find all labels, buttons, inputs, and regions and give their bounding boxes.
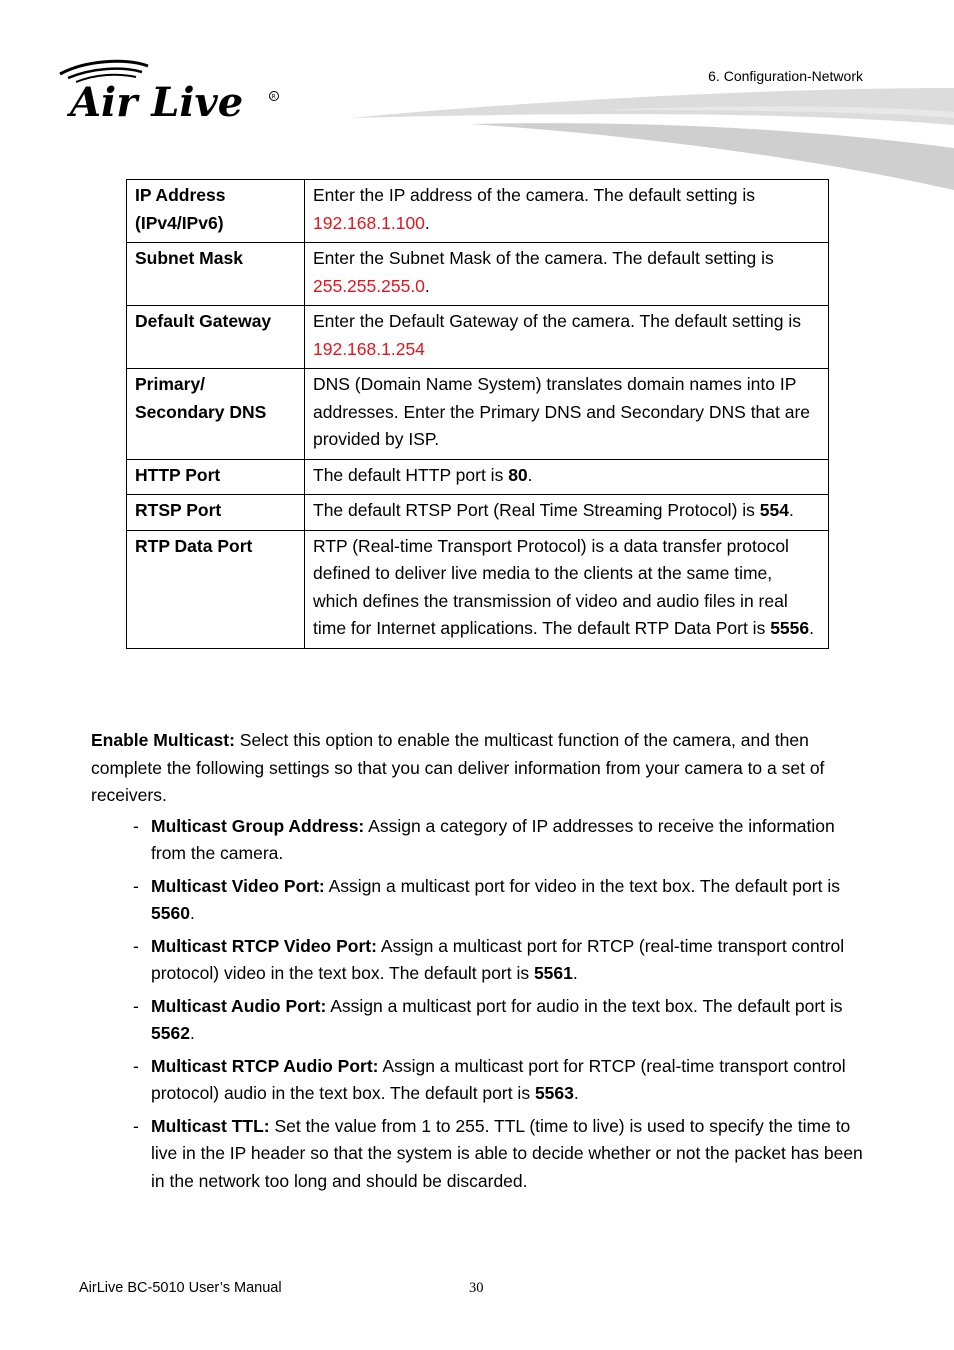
multicast-item-text: Set the value from 1 to 255. TTL (time to live) is used to specify the time to live in the IP header so that the system is able to decide whether or not the packet has been in the network too long and should be discarded. (151, 1115, 863, 1191)
table-row (127, 306, 829, 369)
param-description-text: . (788, 500, 794, 520)
param-description-text: 5556 (770, 618, 810, 638)
multicast-heading: Enable Multicast: (91, 730, 235, 750)
param-description-text: Enter the Default Gateway of the camera. The default setting is (313, 311, 802, 331)
param-description-text: . (527, 464, 533, 485)
param-description-text: 554 (759, 500, 789, 520)
table-row (127, 180, 829, 243)
param-description-text: Enter the IP address of the camera. The default setting is (313, 185, 755, 205)
param-description-text: DNS (Domain Name System) translates domain names into IP addresses. Enter the Primary DNS and Secondary DNS that are provided by ISP. (313, 374, 811, 449)
svg-text:Air Live: Air Live (70, 79, 244, 126)
param-name-default-gateway: Default Gateway (127, 306, 305, 369)
multicast-item-multicast-ttl (91, 1113, 866, 1196)
param-description (305, 530, 829, 648)
multicast-item-text: 5562 (151, 1023, 190, 1043)
param-description-text: 192.168.1.254 (313, 338, 425, 359)
list-dash: - (133, 815, 139, 836)
param-description (305, 180, 829, 243)
list-dash: - (133, 1115, 139, 1136)
param-description-text: 80 (508, 464, 528, 485)
param-description-text: . (424, 212, 430, 233)
param-description-text: The default RTSP Port (Real Time Streaming Protocol) is (313, 500, 760, 520)
param-description-text: RTP (Real-time Transport Protocol) is a data transfer protocol defined to deliver live media to the clients at the same time, which defines the transmission of video and audio files in real time for Internet applications. The default RTP Data Port is (313, 535, 789, 638)
multicast-item-label: Multicast Group Address: (151, 815, 365, 836)
multicast-option-list (91, 813, 866, 1196)
multicast-section (91, 727, 866, 1200)
multicast-intro-text: Select this option to enable the multicast function of the camera, and then complete the following settings so that you can deliver information from your camera to a set of receivers. (91, 730, 825, 805)
param-description-text: The default HTTP port is (313, 464, 509, 485)
multicast-item-label: Multicast RTCP Video Port: (151, 935, 377, 956)
table-row (127, 530, 829, 648)
param-description (305, 243, 829, 306)
param-name-rtsp-port: RTSP Port (127, 495, 305, 531)
multicast-item-text: . (572, 963, 578, 983)
param-description-text: 192.168.1.100 (313, 212, 425, 233)
list-dash: - (133, 875, 139, 896)
param-description (305, 306, 829, 369)
page-number: 30 (469, 1280, 484, 1296)
param-name-primary-secondary-dns: Primary/ Secondary DNS (127, 369, 305, 460)
param-name-http-port: HTTP Port (127, 459, 305, 495)
table-row (127, 459, 829, 495)
multicast-item-label: Multicast Video Port: (151, 875, 325, 896)
param-description (305, 369, 829, 460)
param-description-text: 255.255.255.0 (313, 275, 425, 296)
param-description-text: . (424, 275, 430, 296)
list-dash: - (133, 995, 139, 1016)
param-name-ip-address-ipv4-ipv6: IP Address (IPv4/IPv6) (127, 180, 305, 243)
multicast-item-text: Assign a multicast port for RTCP (real-time transport control protocol) audio in the text box. The default port is (151, 1055, 846, 1103)
param-description (305, 459, 829, 495)
multicast-item-label: Multicast RTCP Audio Port: (151, 1055, 379, 1076)
multicast-item-text: Assign a category of IP addresses to receive the information from the camera. (151, 815, 835, 863)
multicast-item-text: 5560 (151, 903, 190, 923)
multicast-item-text: . (189, 1023, 195, 1043)
multicast-item-multicast-audio-port (91, 993, 866, 1048)
multicast-item-label: Multicast Audio Port: (151, 995, 327, 1016)
multicast-item-text: 5563 (534, 1083, 574, 1103)
multicast-item-text: . (573, 1083, 579, 1103)
table-row (127, 369, 829, 460)
param-name-subnet-mask: Subnet Mask (127, 243, 305, 306)
multicast-item-text: Assign a multicast port for RTCP (real-time transport control protocol) video in the text box. The default port is (151, 935, 845, 983)
param-description-text: . (809, 618, 814, 638)
multicast-item-multicast-rtcp-video-port (91, 933, 866, 988)
table-row (127, 243, 829, 306)
multicast-item-text: Assign a multicast port for audio in the text box. The default port is (326, 995, 843, 1016)
param-name-rtp-data-port: RTP Data Port (127, 530, 305, 648)
multicast-item-label: Multicast TTL: (151, 1115, 270, 1136)
network-settings-table (126, 179, 829, 649)
param-description (305, 495, 829, 531)
list-dash: - (133, 1055, 139, 1076)
multicast-item-text: 5561 (533, 963, 573, 983)
svg-text:R: R (271, 93, 276, 101)
multicast-item-text: . (189, 903, 195, 923)
multicast-item-multicast-group-address (91, 813, 866, 868)
table-row (127, 495, 829, 531)
airlive-logo (56, 56, 286, 126)
multicast-intro (91, 727, 866, 810)
list-dash: - (133, 935, 139, 956)
multicast-item-multicast-rtcp-audio-port (91, 1053, 866, 1108)
multicast-item-multicast-video-port (91, 873, 866, 928)
param-description-text: Enter the Subnet Mask of the camera. The default setting is (313, 248, 774, 268)
multicast-item-text: Assign a multicast port for video in the text box. The default port is (324, 875, 840, 896)
footer-manual-title: AirLive BC-5010 User’s Manual (79, 1280, 282, 1296)
chapter-title: 6. Configuration-Network (708, 68, 863, 84)
